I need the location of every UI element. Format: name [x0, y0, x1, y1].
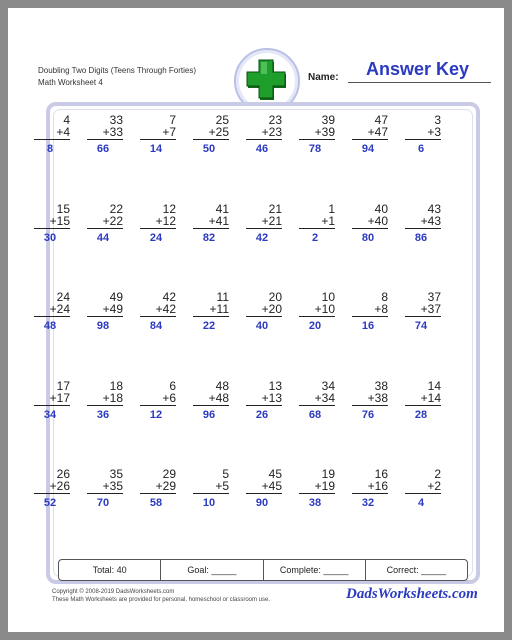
problem-line — [34, 228, 70, 229]
problem-line — [299, 316, 335, 317]
problem-answer: 98 — [96, 320, 110, 332]
problem-line — [405, 493, 441, 494]
problem-answer: 78 — [308, 143, 322, 155]
problem-15 — [348, 203, 388, 244]
problem-top: 39 — [321, 113, 335, 127]
problem-bottom: +33 — [102, 125, 123, 139]
problem-37 — [242, 468, 282, 509]
problem-bottom: +38 — [367, 391, 388, 405]
problem-top: 45 — [268, 467, 282, 481]
problem-answer: 48 — [43, 320, 57, 332]
problem-3 — [136, 114, 176, 155]
problem-top: 29 — [162, 467, 176, 481]
problem-bottom: +1 — [321, 214, 335, 228]
problem-top: 37 — [427, 290, 441, 304]
problem-bottom: +18 — [102, 391, 123, 405]
problem-1 — [30, 114, 70, 155]
problem-bottom: +12 — [155, 214, 176, 228]
problem-top: 12 — [162, 202, 176, 216]
problem-line — [87, 493, 123, 494]
problem-line — [405, 316, 441, 317]
answer-key-label: Answer Key — [366, 59, 470, 79]
problem-11 — [136, 203, 176, 244]
problem-bottom: +19 — [314, 479, 335, 493]
problem-line — [140, 228, 176, 229]
problem-answer: 14 — [149, 143, 163, 155]
problem-answer: 10 — [202, 497, 216, 509]
problem-answer: 52 — [43, 497, 57, 509]
problem-2 — [83, 114, 123, 155]
problem-line — [405, 405, 441, 406]
problem-answer: 20 — [308, 320, 322, 332]
problem-answer: 6 — [417, 143, 425, 155]
problems-frame — [46, 102, 480, 584]
problem-top: 15 — [56, 202, 70, 216]
problem-bottom: +3 — [427, 125, 441, 139]
problem-line — [87, 139, 123, 140]
problem-line — [87, 405, 123, 406]
copyright-line-1: Copyright © 2008-2019 DadsWorksheets.com — [52, 589, 175, 595]
problem-bottom: +17 — [49, 391, 70, 405]
correct-cell[interactable]: Correct: _____ — [386, 565, 447, 575]
problem-bottom: +11 — [209, 302, 229, 316]
problem-7 — [348, 114, 388, 155]
copyright — [52, 588, 270, 604]
title-line-2: Math Worksheet 4 — [38, 78, 103, 87]
problem-answer: 80 — [361, 232, 375, 244]
problem-answer: 8 — [46, 143, 54, 155]
problem-top: 42 — [162, 290, 176, 304]
problem-21 — [242, 291, 282, 332]
green-plus-icon — [242, 56, 292, 106]
problem-bottom: +40 — [367, 214, 388, 228]
problem-answer: 66 — [96, 143, 110, 155]
problem-line — [299, 405, 335, 406]
problem-top: 10 — [321, 290, 335, 304]
problem-answer: 4 — [417, 497, 425, 509]
problem-top: 26 — [56, 467, 70, 481]
problem-bottom: +42 — [155, 302, 176, 316]
problem-40 — [401, 468, 441, 509]
problem-answer: 22 — [202, 320, 216, 332]
problem-top: 2 — [434, 467, 441, 481]
problem-10 — [83, 203, 123, 244]
problem-line — [352, 405, 388, 406]
problem-bottom: +48 — [208, 391, 229, 405]
problem-top: 34 — [321, 379, 335, 393]
problem-top: 35 — [109, 467, 123, 481]
problem-line — [193, 405, 229, 406]
problem-line — [299, 139, 335, 140]
problem-answer: 76 — [361, 409, 375, 421]
problem-line — [140, 316, 176, 317]
problem-38 — [295, 468, 335, 509]
problem-line — [246, 405, 282, 406]
problem-line — [246, 139, 282, 140]
problem-answer: 34 — [43, 409, 57, 421]
problem-top: 49 — [109, 290, 123, 304]
problem-14 — [295, 203, 335, 244]
worksheet-page — [8, 8, 504, 632]
problem-line — [140, 139, 176, 140]
problem-top: 11 — [216, 290, 229, 304]
problem-line — [246, 316, 282, 317]
problem-9 — [30, 203, 70, 244]
copyright-line-2: These Math Worksheets are provided for personal, homeschool or classroom use. — [52, 597, 270, 603]
problem-top: 8 — [381, 290, 388, 304]
problem-answer: 58 — [149, 497, 163, 509]
problem-bottom: +26 — [49, 479, 70, 493]
problem-answer: 2 — [311, 232, 319, 244]
problem-line — [352, 316, 388, 317]
problem-36 — [189, 468, 229, 509]
problem-top: 19 — [321, 467, 335, 481]
problem-top: 23 — [268, 113, 282, 127]
problem-answer: 70 — [96, 497, 110, 509]
problem-16 — [401, 203, 441, 244]
problem-answer: 44 — [96, 232, 110, 244]
problem-bottom: +43 — [420, 214, 441, 228]
problem-19 — [136, 291, 176, 332]
problem-39 — [348, 468, 388, 509]
problem-26 — [83, 380, 123, 421]
problem-line — [193, 139, 229, 140]
problem-bottom: +22 — [102, 214, 123, 228]
problem-bottom: +37 — [420, 302, 441, 316]
problem-5 — [242, 114, 282, 155]
problem-bottom: +20 — [261, 302, 282, 316]
complete-cell[interactable]: Complete: _____ — [264, 560, 366, 580]
problem-line — [140, 405, 176, 406]
name-label: Name: — [308, 72, 339, 83]
problem-line — [140, 493, 176, 494]
problem-answer: 82 — [202, 232, 216, 244]
problem-13 — [242, 203, 282, 244]
dadsworksheets-logo — [346, 586, 494, 608]
problem-bottom: +13 — [261, 391, 282, 405]
problem-answer: 74 — [414, 320, 428, 332]
problem-line — [246, 228, 282, 229]
problem-line — [405, 139, 441, 140]
problem-line — [87, 228, 123, 229]
problem-bottom: +10 — [314, 302, 335, 316]
problem-bottom: +41 — [208, 214, 229, 228]
problem-top: 25 — [215, 113, 229, 127]
problem-bottom: +2 — [427, 479, 441, 493]
problem-answer: 16 — [361, 320, 375, 332]
problem-answer: 26 — [255, 409, 269, 421]
problem-answer: 46 — [255, 143, 269, 155]
problem-bottom: +7 — [162, 125, 176, 139]
problem-31 — [348, 380, 388, 421]
problem-top: 1 — [328, 202, 335, 216]
problem-line — [34, 405, 70, 406]
problem-25 — [30, 380, 70, 421]
problem-35 — [136, 468, 176, 509]
problem-answer: 68 — [308, 409, 322, 421]
problem-answer: 30 — [43, 232, 57, 244]
problem-top: 40 — [374, 202, 388, 216]
problem-line — [87, 316, 123, 317]
goal-cell[interactable]: Goal: _____ — [161, 560, 263, 580]
problem-answer: 42 — [255, 232, 269, 244]
problem-30 — [295, 380, 335, 421]
problem-bottom: +24 — [49, 302, 70, 316]
problem-line — [352, 228, 388, 229]
problem-bottom: +14 — [420, 391, 441, 405]
problem-answer: 28 — [414, 409, 428, 421]
name-line[interactable] — [348, 82, 491, 83]
problem-23 — [348, 291, 388, 332]
problem-line — [299, 493, 335, 494]
problem-top: 21 — [268, 202, 282, 216]
logo-text: DadsWorksheets.com — [346, 586, 478, 602]
problem-top: 16 — [374, 467, 388, 481]
problem-top: 41 — [215, 202, 229, 216]
problem-27 — [136, 380, 176, 421]
problem-line — [193, 493, 229, 494]
problem-17 — [30, 291, 70, 332]
problem-top: 20 — [268, 290, 282, 304]
problem-bottom: +8 — [374, 302, 388, 316]
problem-top: 14 — [427, 379, 441, 393]
problem-top: 17 — [56, 379, 70, 393]
problem-answer: 12 — [149, 409, 163, 421]
problem-4 — [189, 114, 229, 155]
problem-top: 33 — [109, 113, 123, 127]
problem-top: 48 — [215, 379, 229, 393]
problem-answer: 36 — [96, 409, 110, 421]
total-cell: Total: 40 — [59, 560, 161, 580]
problem-top: 3 — [434, 113, 441, 127]
problem-18 — [83, 291, 123, 332]
problem-line — [352, 493, 388, 494]
problem-top: 43 — [427, 202, 441, 216]
problem-top: 6 — [169, 379, 176, 393]
problem-answer: 90 — [255, 497, 269, 509]
problem-top: 47 — [374, 113, 388, 127]
problem-top: 4 — [63, 113, 70, 127]
problem-22 — [295, 291, 335, 332]
problem-line — [193, 316, 229, 317]
problem-bottom: +35 — [102, 479, 123, 493]
problem-line — [34, 139, 70, 140]
problem-top: 38 — [374, 379, 388, 393]
problem-24 — [401, 291, 441, 332]
problem-8 — [401, 114, 441, 155]
problem-line — [193, 228, 229, 229]
problem-bottom: +6 — [162, 391, 176, 405]
problem-29 — [242, 380, 282, 421]
problem-answer: 84 — [149, 320, 163, 332]
problem-top: 13 — [268, 379, 282, 393]
problem-bottom: +39 — [314, 125, 335, 139]
problem-top: 18 — [109, 379, 123, 393]
problem-line — [299, 228, 335, 229]
problem-line — [34, 493, 70, 494]
problem-answer: 24 — [149, 232, 163, 244]
score-bar — [58, 559, 468, 581]
worksheet-title — [38, 65, 196, 89]
problem-bottom: +23 — [261, 125, 282, 139]
problem-bottom: +49 — [102, 302, 123, 316]
problem-bottom: +29 — [155, 479, 176, 493]
problem-bottom: +5 — [215, 479, 229, 493]
problem-answer: 50 — [202, 143, 216, 155]
problem-bottom: +15 — [49, 214, 70, 228]
problem-line — [405, 228, 441, 229]
problem-bottom: +21 — [261, 214, 282, 228]
problem-top: 7 — [169, 113, 176, 127]
problem-answer: 38 — [308, 497, 322, 509]
problem-line — [34, 316, 70, 317]
problem-32 — [401, 380, 441, 421]
problem-33 — [30, 468, 70, 509]
problem-top: 24 — [56, 290, 70, 304]
problem-answer: 86 — [414, 232, 428, 244]
problem-34 — [83, 468, 123, 509]
problem-answer: 40 — [255, 320, 269, 332]
problem-answer: 96 — [202, 409, 216, 421]
problem-answer: 94 — [361, 143, 375, 155]
title-line-1: Doubling Two Digits (Teens Through Forties) — [38, 66, 196, 75]
problem-top: 22 — [109, 202, 123, 216]
problem-bottom: +16 — [367, 479, 388, 493]
problem-bottom: +45 — [261, 479, 282, 493]
problem-12 — [189, 203, 229, 244]
problem-bottom: +34 — [314, 391, 335, 405]
problem-line — [352, 139, 388, 140]
problem-bottom: +25 — [208, 125, 229, 139]
problem-top: 5 — [222, 467, 229, 481]
problem-line — [246, 493, 282, 494]
problem-20 — [189, 291, 229, 332]
problem-answer: 32 — [361, 497, 375, 509]
problem-bottom: +4 — [56, 125, 70, 139]
problem-28 — [189, 380, 229, 421]
problem-bottom: +47 — [367, 125, 388, 139]
problem-6 — [295, 114, 335, 155]
